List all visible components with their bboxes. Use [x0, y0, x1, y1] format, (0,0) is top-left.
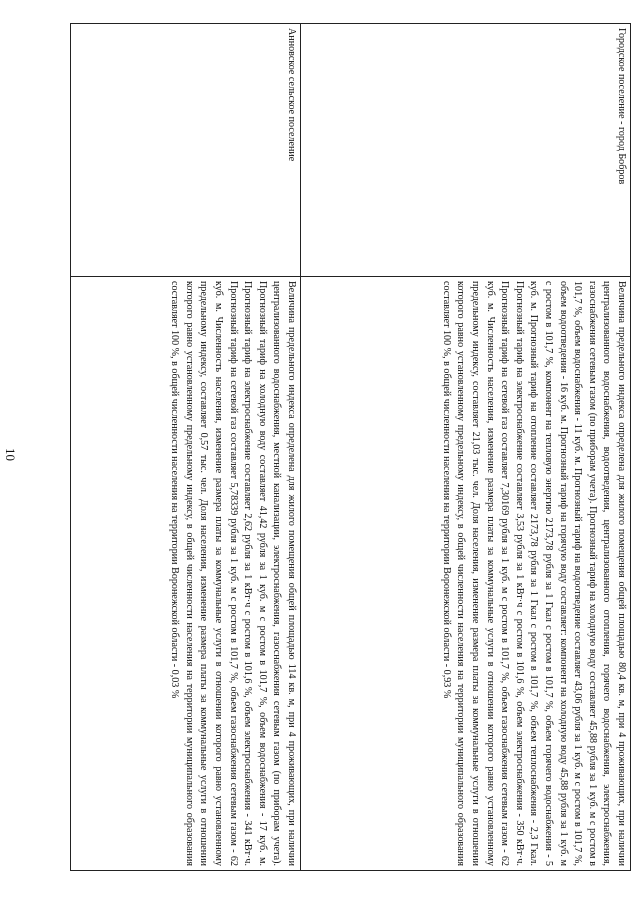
rotated-page-content [71, 23, 631, 871]
table-row [71, 24, 301, 871]
index-description-cell: Величина предельного индекса определена для жилого помещения общей площадью 114 кв. м, при 4 проживающих, при наличии централизованного водоснабжения, местной канализации, электроснабжения, газоснабжения сетевым газом (по приборам учета). Прогнозный тариф на холодную воду составляет 41,42 рубля за 1 куб. м с ростом в 101,7 %, объем водоснабжения - 17 куб. м. Прогнозный тариф на электроснабжение составляет 2,62 рубля за 1 кВт·ч с ростом в 101,6 %, объем электроснабжения - 341 кВт·ч. Прогнозный тариф на сетевой газ составляет 5,78339 рубля за 1 куб. м с ростом в 101,7 %, объем газоснабжения сетевым газом - 62 куб. м. Численность населения, изменение размера платы за коммунальные услуги в отношении которого равно установленному предельному индексу, составляет 0,57 тыс. чел. Доля населения, изменение размера платы за коммунальные услуги в отношении которого равно установленному предельному индексу, в общей численности населения на территории муниципального образования составляет 100 %, в общей численности населения на территории Воронежской области - 0,03 % [71, 277, 301, 871]
table-row [301, 24, 631, 871]
index-description-cell: Величина предельного индекса определена для жилого помещения общей площадью 80,4 кв. м, при 4 проживающих, при наличии централизованного водоснабжения, водоотведения, централизованного отопления, горячего водоснабжения, электроснабжения, газоснабжения сетевым газом (по приборам учета). Прогнозный тариф на холодную воду составляет 45,88 рубля за 1 куб. м с ростом в 101,7 %, объем водоснабжения - 11 куб. м. Прогнозный тариф на водоотведение составляет 43,06 рубля за 1 куб. м с ростом в 101,7 %, объем водоотведения - 16 куб. м. Прогнозный тариф на горячую воду составляет: компонент на холодную воду 45,88 рубля за 1 куб. м с ростом в 101,7 %, компонент на тепловую энергию 2173,78 рубля за 1 Гкал с ростом в 101,7 %, объем горячего водоснабжения - 5 куб. м. Прогнозный тариф на отопление составляет 2173,78 рубля за 1 Гкал с ростом в 101,7 %, объем теплоснабжения - 2,3 Гкал. Прогнозный тариф на электроснабжение составляет 3,53 рубля за 1 кВт·ч с ростом в 101,6 %, объем электроснабжения - 350 кВт·ч. Прогнозный тариф на сетевой газ составляет 7,30169 рубля за 1 куб. м с ростом в 101,7 %, объем газоснабжения сетевым газом - 62 куб. м. Численность населения, изменение размера платы за коммунальные услуги в отношении которого равно установленному предельному индексу, составляет 21,03 тыс. чел. Доля населения, изменение размера платы за коммунальные услуги в отношении которого равно установленному предельному индексу, в общей численности населения на территории муниципального образования составляет 100 %, в общей численности населения на территории Воронежской области - 0,93 % [301, 277, 631, 871]
tariff-index-table [70, 23, 631, 871]
settlement-name-cell: Городское поселение - город Бобров [301, 24, 631, 277]
settlement-name-cell: Анновское сельское поселение [71, 24, 301, 277]
page-number: 10 [3, 448, 18, 461]
